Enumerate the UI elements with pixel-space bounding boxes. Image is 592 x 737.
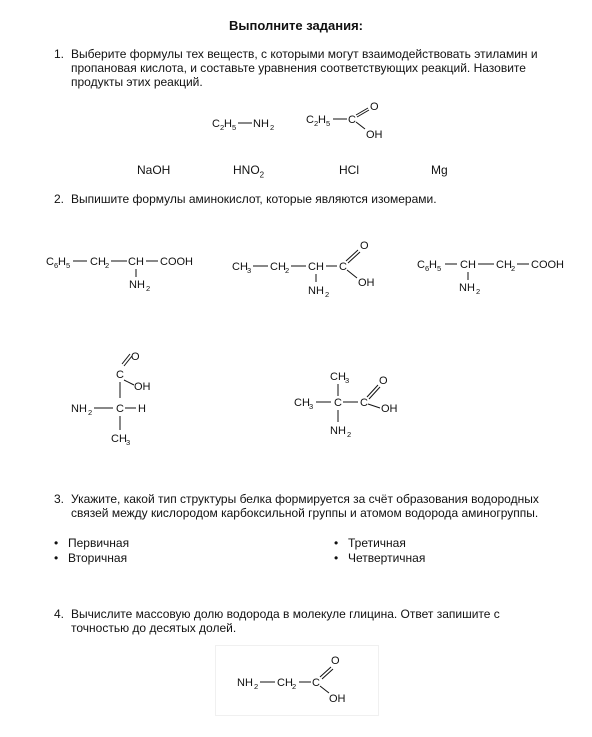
svg-text:NH: NH bbox=[253, 118, 269, 130]
svg-text:2: 2 bbox=[254, 682, 259, 691]
glycine-formula bbox=[215, 645, 380, 717]
svg-text:2: 2 bbox=[88, 408, 93, 417]
svg-text:CH: CH bbox=[128, 256, 144, 268]
svg-text:COOH: COOH bbox=[531, 259, 564, 271]
svg-text:2: 2 bbox=[285, 266, 290, 275]
q1-formulas bbox=[200, 96, 400, 146]
svg-text:C: C bbox=[360, 397, 368, 409]
svg-text:NH: NH bbox=[237, 677, 253, 689]
svg-text:6: 6 bbox=[54, 261, 59, 270]
q2-number: 2. bbox=[54, 192, 65, 206]
isomer-b bbox=[232, 240, 375, 299]
svg-text:5: 5 bbox=[437, 264, 442, 273]
svg-text:CH: CH bbox=[270, 261, 286, 273]
reagent-hno2: $HNO_2$ bbox=[233, 163, 265, 180]
svg-text:H: H bbox=[429, 259, 437, 271]
svg-text:2: 2 bbox=[146, 284, 151, 293]
reagent-hcl: HCl bbox=[339, 163, 359, 177]
svg-text:2: 2 bbox=[270, 123, 275, 132]
svg-text:3: 3 bbox=[126, 438, 131, 447]
svg-text:O: O bbox=[331, 655, 340, 667]
svg-text:NH: NH bbox=[129, 279, 145, 291]
svg-text:C: C bbox=[312, 677, 320, 689]
svg-text:3: 3 bbox=[309, 402, 314, 411]
svg-text:5: 5 bbox=[66, 261, 71, 270]
svg-text:OH: OH bbox=[358, 277, 375, 289]
svg-text:2: 2 bbox=[476, 287, 481, 296]
reagent-mg: Mg bbox=[431, 163, 448, 177]
svg-text:O: O bbox=[131, 351, 140, 363]
svg-text:CH: CH bbox=[111, 433, 127, 445]
svg-text:H: H bbox=[224, 118, 232, 130]
q4-number: 4. bbox=[54, 607, 65, 621]
q3-text: Укажите, какой тип структуры белка формируется за счёт образования водородных связей между кислородом карбоксильной группы и атомом водорода аминогруппы. bbox=[71, 492, 539, 520]
isomer-d bbox=[71, 351, 151, 447]
svg-text:6: 6 bbox=[425, 264, 430, 273]
propanoic-acid-formula bbox=[306, 101, 383, 141]
isomer-e bbox=[294, 371, 398, 439]
option-quaternary[interactable]: • Четвертичная bbox=[334, 551, 426, 565]
svg-text:C: C bbox=[348, 114, 356, 126]
svg-text:H: H bbox=[138, 403, 146, 415]
svg-text:CH: CH bbox=[90, 256, 106, 268]
svg-text:O: O bbox=[370, 101, 379, 113]
ethylamine-formula bbox=[212, 118, 274, 132]
svg-text:COOH: COOH bbox=[160, 256, 193, 268]
svg-text:2: 2 bbox=[105, 261, 110, 270]
svg-text:C: C bbox=[116, 403, 124, 415]
svg-text:OH: OH bbox=[134, 381, 151, 393]
svg-text:C: C bbox=[306, 114, 314, 126]
isomer-c bbox=[417, 259, 564, 296]
svg-text:2: 2 bbox=[325, 290, 330, 299]
option-secondary[interactable]: • Вторичная bbox=[54, 551, 128, 565]
svg-text:3: 3 bbox=[345, 376, 350, 385]
svg-text:NH: NH bbox=[308, 285, 324, 297]
svg-text:2: 2 bbox=[292, 682, 297, 691]
svg-text:C: C bbox=[339, 261, 347, 273]
svg-text:C: C bbox=[212, 118, 220, 130]
svg-text:CH: CH bbox=[460, 259, 476, 271]
svg-text:NH: NH bbox=[71, 403, 87, 415]
svg-text:5: 5 bbox=[232, 123, 237, 132]
svg-text:CH: CH bbox=[308, 261, 324, 273]
q1-text: Выберите формулы тех веществ, с которыми могут взаимодействовать этиламин и пропановая кислота, и составьте уравнения соответствующих реакций. Назовите продукты этих реакций. bbox=[71, 47, 538, 89]
q4-text: Вычислите массовую долю водорода в молекуле глицина. Ответ запишите с точностью до десятых долей. bbox=[71, 607, 500, 635]
q1-number: 1. bbox=[54, 47, 65, 61]
svg-text:OH: OH bbox=[381, 403, 398, 415]
svg-text:C: C bbox=[116, 369, 124, 381]
svg-text:H: H bbox=[58, 256, 66, 268]
svg-text:CH: CH bbox=[277, 677, 293, 689]
svg-text:2: 2 bbox=[220, 123, 225, 132]
svg-text:O: O bbox=[379, 375, 388, 387]
q3-number: 3. bbox=[54, 492, 65, 506]
svg-text:CH: CH bbox=[496, 259, 512, 271]
svg-text:C: C bbox=[417, 259, 425, 271]
page-title: Выполните задания: bbox=[228, 18, 364, 33]
svg-text:2: 2 bbox=[347, 430, 352, 439]
svg-text:2: 2 bbox=[314, 119, 319, 128]
svg-text:NH: NH bbox=[459, 282, 475, 294]
svg-text:CH: CH bbox=[232, 261, 248, 273]
svg-text:5: 5 bbox=[326, 119, 331, 128]
svg-text:3: 3 bbox=[247, 266, 252, 275]
svg-text:NH: NH bbox=[330, 425, 346, 437]
svg-text:C: C bbox=[46, 256, 54, 268]
svg-text:OH: OH bbox=[366, 129, 383, 141]
option-primary[interactable]: • Первичная bbox=[54, 536, 130, 550]
svg-text:O: O bbox=[360, 240, 369, 252]
svg-text:H: H bbox=[318, 114, 326, 126]
svg-text:OH: OH bbox=[329, 693, 346, 705]
reagent-naoh: NaOH bbox=[137, 163, 171, 177]
svg-text:CH: CH bbox=[330, 371, 346, 383]
q2-formulas bbox=[40, 232, 580, 462]
svg-text:CH: CH bbox=[294, 397, 310, 409]
option-tertiary[interactable]: • Третичная bbox=[334, 536, 406, 550]
svg-text:C: C bbox=[334, 397, 342, 409]
q2-text: Выпишите формулы аминокислот, которые являются изомерами. bbox=[71, 192, 437, 206]
isomer-a bbox=[46, 256, 193, 293]
svg-text:2: 2 bbox=[511, 264, 516, 273]
